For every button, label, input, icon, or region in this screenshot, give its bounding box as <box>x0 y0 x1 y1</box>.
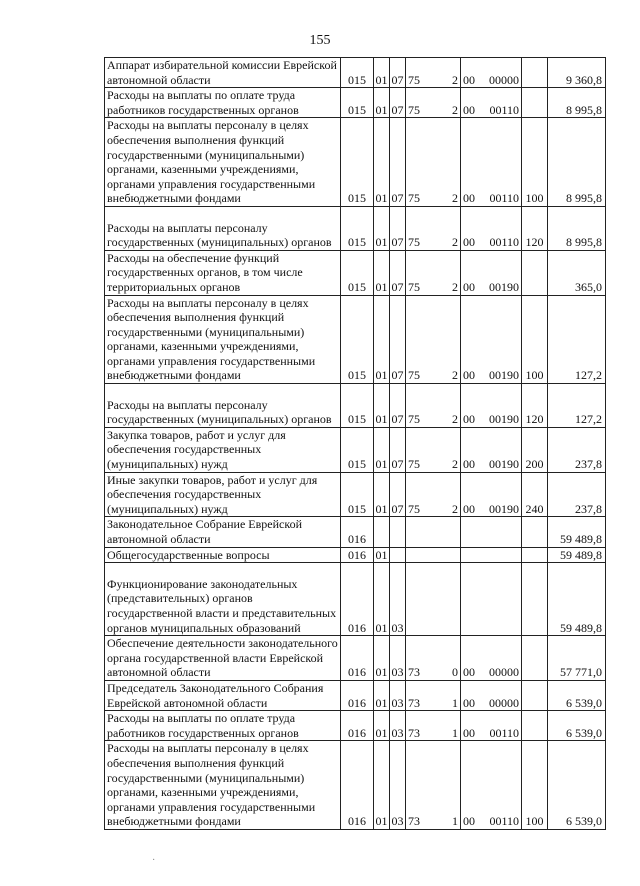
section-code: 01 <box>374 741 390 830</box>
page-number: 155 <box>309 33 331 48</box>
subsection-code: 03 <box>390 563 406 636</box>
program-number: 75 <box>408 235 420 250</box>
table-row <box>105 206 606 250</box>
program-number: 75 <box>408 191 420 206</box>
ministry-code: 015 <box>341 118 374 207</box>
program-number: 75 <box>408 72 420 87</box>
amount-value: 8 995,8 <box>548 118 606 207</box>
table-row <box>105 58 606 88</box>
direction-prefix: 00 <box>463 695 475 710</box>
amount-value: 9 360,8 <box>548 58 606 88</box>
direction-code <box>461 547 522 563</box>
item-name: Расходы на выплаты персоналу государственных (муниципальных) органов <box>105 206 341 250</box>
item-name: Расходы на выплаты персоналу в целях обеспечения выполнения функций государственными (муниципальными) органами, казенными учреждениями, органами управления государственными внебюджетными фондами <box>105 118 341 207</box>
item-name: Обеспечение деятельности законодательного органа государственной власти Еврейской автономной области <box>105 636 341 681</box>
amount-value: 127,2 <box>548 295 606 384</box>
amount-value: 8 995,8 <box>548 88 606 118</box>
item-name: Расходы на обеспечение функций государственных органов, в том числе территориальных органов <box>105 250 341 295</box>
subsection-code: 03 <box>390 636 406 681</box>
ministry-code: 016 <box>341 517 374 547</box>
direction-code <box>461 295 522 384</box>
subprogram-number: 1 <box>452 814 458 829</box>
direction-number: 00000 <box>489 72 519 87</box>
program-number: 75 <box>408 279 420 294</box>
expense-type-code <box>522 711 548 741</box>
subprogram-number: 2 <box>452 235 458 250</box>
table-row <box>105 88 606 118</box>
direction-prefix: 00 <box>463 279 475 294</box>
program-code <box>406 711 461 741</box>
table-row <box>105 636 606 681</box>
direction-prefix: 00 <box>463 457 475 472</box>
table-row <box>105 547 606 563</box>
program-code <box>406 427 461 472</box>
ministry-code: 016 <box>341 547 374 563</box>
expense-type-code <box>522 547 548 563</box>
ministry-code: 016 <box>341 636 374 681</box>
direction-prefix: 00 <box>463 191 475 206</box>
direction-code <box>461 711 522 741</box>
subprogram-number: 2 <box>452 191 458 206</box>
amount-value: 57 771,0 <box>548 636 606 681</box>
expense-type-code <box>522 681 548 711</box>
table-row <box>105 517 606 547</box>
item-name: Расходы на выплаты персоналу в целях обеспечения выполнения функций государственными (муниципальными) органами, казенными учреждениями, органами управления государственными внебюджетными фондами <box>105 295 341 384</box>
table-row <box>105 472 606 517</box>
budget-table <box>104 57 606 830</box>
subsection-code <box>390 547 406 563</box>
program-number: 75 <box>408 102 420 117</box>
section-code: 01 <box>375 547 388 562</box>
program-number: 75 <box>408 412 420 427</box>
direction-prefix: 00 <box>463 368 475 383</box>
direction-prefix: 00 <box>463 412 475 427</box>
expense-type-code: 240 <box>522 472 548 517</box>
subprogram-number: 0 <box>452 665 458 680</box>
ministry-code: 015 <box>341 472 374 517</box>
section-code: 01 <box>374 636 390 681</box>
direction-number: 00190 <box>489 279 519 294</box>
amount-value: 6 539,0 <box>548 741 606 830</box>
expense-type-code: 100 <box>522 295 548 384</box>
expense-type-code: 100 <box>522 741 548 830</box>
direction-code <box>461 206 522 250</box>
subsection-code: 07 <box>390 295 406 384</box>
expense-type-code <box>522 563 548 636</box>
direction-prefix: 00 <box>463 665 475 680</box>
direction-code <box>461 384 522 428</box>
direction-prefix: 00 <box>463 725 475 740</box>
direction-code <box>461 563 522 636</box>
program-code <box>406 741 461 830</box>
program-number: 73 <box>408 814 420 829</box>
direction-prefix: 00 <box>463 235 475 250</box>
direction-number: 00190 <box>489 501 519 516</box>
section-code: 01 <box>374 563 390 636</box>
amount-value: 237,8 <box>548 472 606 517</box>
program-number: 73 <box>408 665 420 680</box>
item-name: Председатель Законодательного Собрания Еврейской автономной области <box>105 681 341 711</box>
direction-prefix: 00 <box>463 814 475 829</box>
expense-type-code <box>522 517 548 547</box>
direction-code <box>461 427 522 472</box>
expense-type-code <box>522 58 548 88</box>
table-row <box>105 741 606 830</box>
program-code <box>406 472 461 517</box>
direction-number: 00190 <box>489 368 519 383</box>
section-code: 01 <box>374 118 390 207</box>
program-number: 73 <box>408 695 420 710</box>
direction-number: 00000 <box>489 695 519 710</box>
direction-prefix: 00 <box>463 501 475 516</box>
subsection-code: 07 <box>390 206 406 250</box>
ministry-code: 016 <box>341 711 374 741</box>
program-number: 73 <box>408 725 420 740</box>
table-row <box>105 427 606 472</box>
ministry-code: 015 <box>341 427 374 472</box>
direction-prefix: 00 <box>463 102 475 117</box>
direction-number: 00110 <box>489 235 519 250</box>
amount-value: 59 489,8 <box>548 547 606 563</box>
program-code <box>406 563 461 636</box>
direction-number: 00000 <box>489 665 519 680</box>
section-code: 01 <box>374 681 390 711</box>
subprogram-number: 1 <box>452 695 458 710</box>
direction-prefix: 00 <box>463 72 475 87</box>
subsection-code: 07 <box>390 384 406 428</box>
subprogram-number: 2 <box>452 501 458 516</box>
section-code: 01 <box>374 711 390 741</box>
table-row <box>105 118 606 207</box>
program-number: 75 <box>408 457 420 472</box>
subsection-code: 03 <box>390 711 406 741</box>
ministry-code: 015 <box>341 250 374 295</box>
program-code <box>406 384 461 428</box>
subsection-code: 07 <box>390 472 406 517</box>
subprogram-number: 2 <box>452 72 458 87</box>
ministry-code: 016 <box>341 741 374 830</box>
section-code: 01 <box>374 427 390 472</box>
direction-code <box>461 741 522 830</box>
amount-value: 6 539,0 <box>548 711 606 741</box>
program-code <box>406 681 461 711</box>
subsection-code: 07 <box>390 118 406 207</box>
ministry-code: 016 <box>341 681 374 711</box>
subsection-code: 07 <box>390 427 406 472</box>
direction-code <box>461 472 522 517</box>
direction-number: 00110 <box>489 725 519 740</box>
section-code: 01 <box>374 295 390 384</box>
program-code <box>406 118 461 207</box>
direction-code <box>461 681 522 711</box>
subsection-code: 07 <box>390 58 406 88</box>
item-name: Иные закупки товаров, работ и услуг для обеспечения государственных (муниципальных) нужд <box>105 472 341 517</box>
amount-value: 127,2 <box>548 384 606 428</box>
section-code: 01 <box>374 472 390 517</box>
expense-type-code: 120 <box>522 206 548 250</box>
ministry-code: 015 <box>341 58 374 88</box>
budget-table-body <box>105 58 606 830</box>
program-number: 75 <box>408 501 420 516</box>
item-name: Расходы на выплаты по оплате труда работников государственных органов <box>105 88 341 118</box>
ministry-code: 015 <box>341 206 374 250</box>
direction-number: 00190 <box>489 412 519 427</box>
subsection-code: 07 <box>390 250 406 295</box>
direction-number: 00110 <box>489 102 519 117</box>
program-code <box>406 295 461 384</box>
subsection-code <box>390 517 406 547</box>
section-code: 01 <box>374 250 390 295</box>
amount-value: 237,8 <box>548 427 606 472</box>
program-code <box>406 206 461 250</box>
direction-code <box>461 58 522 88</box>
program-code <box>406 88 461 118</box>
direction-code <box>461 517 522 547</box>
subprogram-number: 2 <box>452 102 458 117</box>
section-code: 01 <box>374 88 390 118</box>
item-name: Расходы на выплаты персоналу в целях обеспечения выполнения функций государственными (муниципальными) органами, казенными учреждениями, органами управления государственными внебюджетными фондами <box>105 741 341 830</box>
subsection-code: 07 <box>390 88 406 118</box>
subprogram-number: 2 <box>452 412 458 427</box>
expense-type-code: 200 <box>522 427 548 472</box>
amount-value: 365,0 <box>548 250 606 295</box>
program-code <box>406 517 461 547</box>
section-code: 01 <box>374 384 390 428</box>
expense-type-code: 120 <box>522 384 548 428</box>
amount-value: 59 489,8 <box>548 563 606 636</box>
ministry-code: 015 <box>341 88 374 118</box>
section-code <box>374 517 390 547</box>
expense-type-code <box>522 88 548 118</box>
item-name: Расходы на выплаты по оплате труда работников государственных органов <box>105 711 341 741</box>
subprogram-number: 1 <box>452 725 458 740</box>
table-row <box>105 250 606 295</box>
item-name: Расходы на выплаты персоналу государственных (муниципальных) органов <box>105 384 341 428</box>
ministry-code: 015 <box>341 384 374 428</box>
scan-speck: · <box>152 855 156 866</box>
subprogram-number: 2 <box>452 368 458 383</box>
table-row <box>105 295 606 384</box>
item-name: Общегосударственные вопросы <box>105 547 341 563</box>
section-code: 01 <box>374 206 390 250</box>
direction-number: 00190 <box>489 457 519 472</box>
program-code <box>406 58 461 88</box>
expense-type-code <box>522 636 548 681</box>
item-name: Законодательное Собрание Еврейской автономной области <box>105 517 341 547</box>
amount-value: 8 995,8 <box>548 206 606 250</box>
direction-code <box>461 118 522 207</box>
subsection-code: 03 <box>390 681 406 711</box>
amount-value: 6 539,0 <box>548 681 606 711</box>
item-name: Закупка товаров, работ и услуг для обеспечения государственных (муниципальных) нужд <box>105 427 341 472</box>
table-row <box>105 563 606 636</box>
ministry-code: 015 <box>341 295 374 384</box>
subprogram-number: 2 <box>452 457 458 472</box>
program-code <box>406 636 461 681</box>
subprogram-number: 2 <box>452 279 458 294</box>
item-name: Аппарат избирательной комиссии Еврейской автономной области <box>105 58 341 88</box>
ministry-code: 016 <box>341 563 374 636</box>
expense-type-code <box>522 250 548 295</box>
expense-type-code: 100 <box>522 118 548 207</box>
program-number: 75 <box>408 368 420 383</box>
direction-code <box>461 88 522 118</box>
section-code: 01 <box>374 58 390 88</box>
direction-code <box>461 636 522 681</box>
table-row <box>105 384 606 428</box>
item-name: Функционирование законодательных (представительных) органов государственной власти и представительных органов муниципальных образований <box>105 563 341 636</box>
direction-code <box>461 250 522 295</box>
subsection-code: 03 <box>390 741 406 830</box>
direction-number: 00110 <box>489 191 519 206</box>
direction-number: 00110 <box>489 814 519 829</box>
program-code <box>406 250 461 295</box>
amount-value: 59 489,8 <box>548 517 606 547</box>
table-row <box>105 681 606 711</box>
table-row <box>105 711 606 741</box>
program-code <box>406 547 461 563</box>
